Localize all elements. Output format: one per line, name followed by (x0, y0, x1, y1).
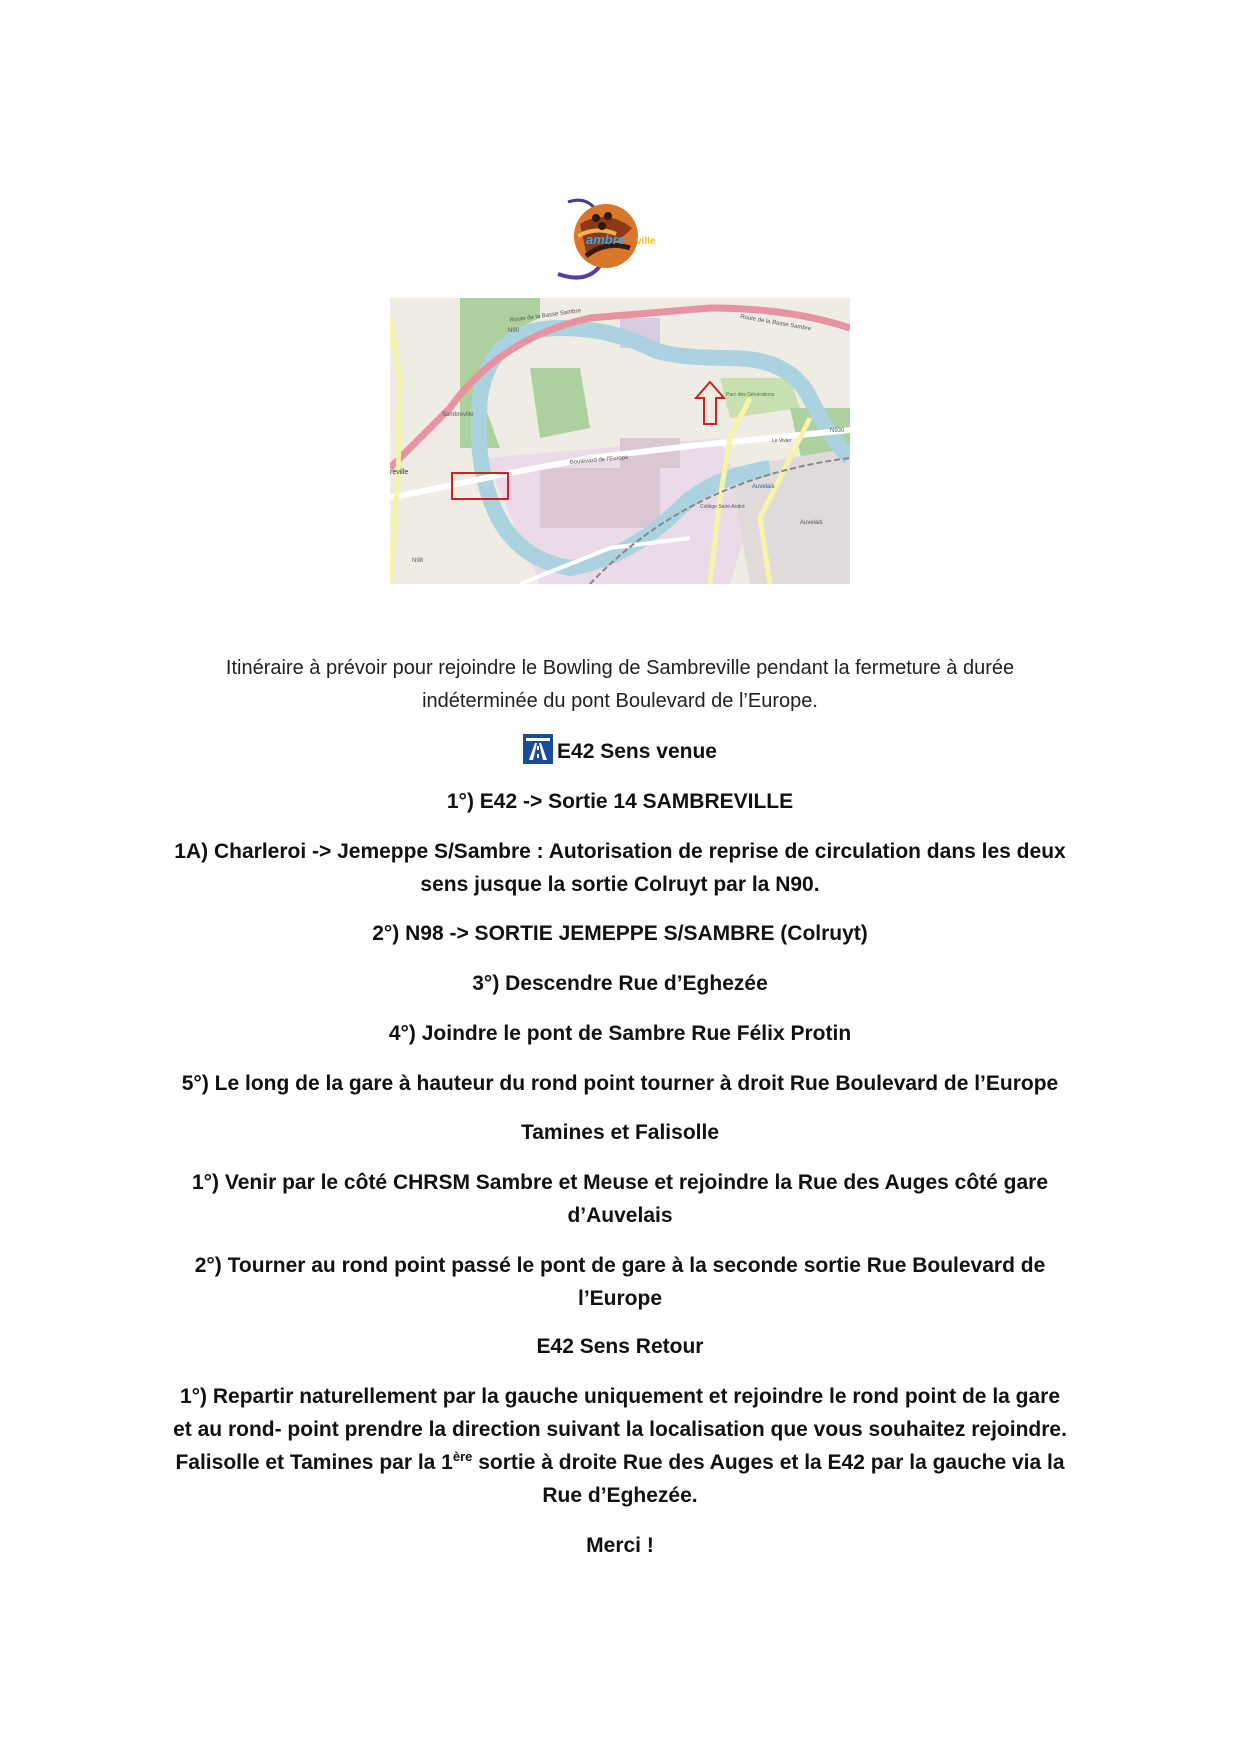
step-5: 5°) Le long de la gare à hauteur du rond point tourner à droit Rue Boulevard de l’Europe (181, 1072, 1059, 1095)
map-label: Route de la Basse Sambre (509, 308, 582, 324)
step-1a-line-2: sens jusque la sortie Colruyt par la N90. (420, 873, 820, 896)
closing-thanks: Merci ! (586, 1534, 654, 1557)
motorway-icon (523, 734, 553, 764)
step-1a-line-1: 1A) Charleroi -> Jemeppe S/Sambre : Autorisation de reprise de circulation dans les deux (174, 840, 1066, 863)
building-block (540, 468, 660, 528)
map-label: N930 (830, 428, 845, 434)
heading-e42-venue (130, 734, 1110, 768)
bowling-logo (556, 196, 680, 282)
tamines-step-2-line-1: 2°) Tourner au rond point passé le pont de gare à la seconde sortie Rue Boulevard de (194, 1254, 1046, 1277)
logo-text: ambre (586, 232, 626, 247)
retour-line-3b: sortie à droite Rue des Auges et la E42 par la gauche via la (472, 1451, 1065, 1474)
map-label: Sambreville (442, 412, 474, 418)
heading-e42-venue-text: E42 Sens venue (557, 740, 717, 763)
step-3: 3°) Descendre Rue d’Eghezée (472, 972, 768, 995)
map-label: reville (390, 469, 409, 476)
step-2: 2°) N98 -> SORTIE JEMEPPE S/SAMBRE (Colruyt) (372, 922, 868, 945)
map-label: Collège Saint-André (700, 504, 745, 510)
map-label: Route de la Basse Sambre (739, 314, 812, 333)
retour-line-3a: Falisolle et Tamines par la 1 (175, 1451, 453, 1474)
map-label: Le Vivier (772, 438, 792, 444)
tamines-step-1 (130, 1166, 1110, 1232)
retour-line-2: et au rond- point prendre la direction suivant la localisation que vous souhaitez rejoindre. (173, 1418, 1067, 1441)
logo-text-2: ville (636, 236, 656, 247)
retour-line-1: 1°) Repartir naturellement par la gauche uniquement et rejoindre le rond point de la gare (179, 1385, 1061, 1408)
forest-area (530, 368, 590, 438)
ordinal-superscript: ère (452, 1449, 473, 1464)
tamines-step-1-line-2: d’Auvelais (567, 1204, 673, 1227)
tamines-step-1-line-1: 1°) Venir par le côté CHRSM Sambre et Meuse et rejoindre la Rue des Auges côté gare (191, 1171, 1049, 1194)
heading-e42-retour: E42 Sens Retour (536, 1335, 704, 1358)
map-label: N90 (508, 328, 520, 334)
map-label: Parc des Générations (726, 392, 775, 398)
map-label: Auvelais (800, 520, 823, 526)
heading-tamines: Tamines et Falisolle (520, 1121, 719, 1144)
intro-text (130, 652, 1110, 718)
map-label: Boulevard de l'Europe (569, 454, 629, 466)
step-1a (130, 835, 1110, 901)
map-label: Auvelais (752, 484, 775, 490)
tamines-step-2-line-2: l’Europe (577, 1287, 662, 1310)
tamines-step-2 (130, 1249, 1110, 1315)
location-map (390, 298, 850, 584)
intro-line-1: Itinéraire à prévoir pour rejoindre le Bowling de Sambreville pendant la fermeture à durée (225, 657, 1015, 679)
step-1: 1°) E42 -> Sortie 14 SAMBREVILLE (446, 790, 794, 813)
step-4: 4°) Joindre le pont de Sambre Rue Félix Protin (388, 1022, 852, 1045)
retour-step-1 (130, 1380, 1110, 1512)
intro-line-2: indéterminée du pont Boulevard de l’Europe. (422, 690, 818, 712)
map-label: N98 (412, 558, 424, 564)
retour-line-4: Rue d’Eghezée. (542, 1484, 698, 1507)
